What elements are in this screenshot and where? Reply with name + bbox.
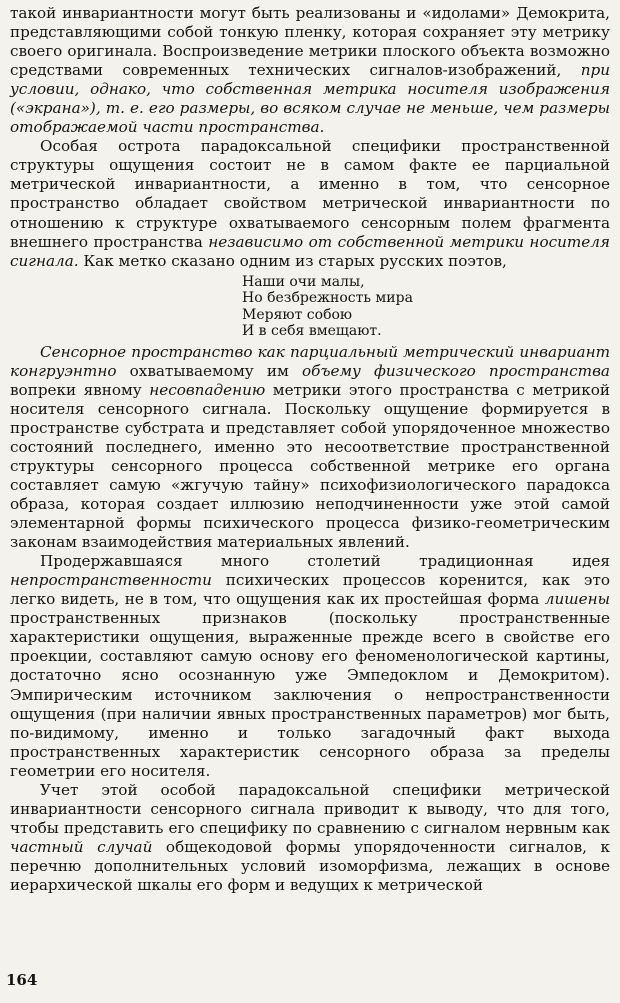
italic-run: при условии, однако, что собственная метрика носителя изображения («экрана»), т. е. его размеры, во всяком случае не меньше, чем размеры отображаемой части пространства. bbox=[10, 61, 610, 137]
text-run: такой инвариантности могут быть реализованы и «идолами» Демокрита, представляющими собой тонкую пленку, которая сохраняет эту метрику своего оригинала. Воспроизведение метрики плоского объекта возможно средствами современных технических сигналов-изображений, bbox=[10, 4, 610, 80]
paragraphs-before-poem bbox=[10, 4, 610, 271]
poem-line: И в себя вмещают. bbox=[242, 323, 382, 340]
page-number: 164 bbox=[6, 971, 38, 989]
paragraph bbox=[10, 781, 610, 895]
paragraphs-after-poem bbox=[10, 343, 610, 895]
italic-run: лишены bbox=[544, 590, 610, 609]
italic-run: объему физического пространства bbox=[301, 361, 610, 380]
paragraph bbox=[10, 552, 610, 781]
text-run: общекодовой формы упорядоченности сигналов, к перечню дополнительных условий изоморфизма, лежащих в основе иерархической шкалы его форм и ведущих к метрической bbox=[10, 837, 610, 894]
poem-quote bbox=[242, 274, 610, 340]
italic-run: Сенсорное пространство как парциальный метрический инвариант конгруэнтно bbox=[10, 342, 610, 380]
italic-run: несовпадению bbox=[149, 380, 266, 399]
paragraph bbox=[10, 343, 610, 553]
text-run: Особая острота парадоксальной специфики пространственной структуры ощущения состоит не в самом факте ее парциальной метрической инвариантности, а именно в том, что сенсорное пространство обладает свойством метрической инвариантности по отношению к структуре охватываемого сенсорным полем фрагмента внешнего пространства bbox=[10, 137, 610, 251]
text-run: Учет этой особой парадоксальной специфики метрической инвариантности сенсорного сигнала приводит к выводу, что для того, чтобы представить его специфику по сравнению с сигналом нервным как bbox=[10, 780, 610, 837]
text-run: пространственных признаков (поскольку пространственные характеристики ощущения, выраженные прежде всего в свойстве его проекции, составляют самую основу его феноменологической картины, достаточно ясно осознанную уже Эмпедоклом и Демокритом). Эмпирическим источником заключения о непространственности ощущения (при наличии явных пространственных параметров) мог быть, по-видимому, именно и только загадочный факт выхода пространственных характеристик сенсорного образа за пределы геометрии его носителя. bbox=[10, 609, 610, 780]
paragraph bbox=[10, 4, 610, 137]
poem-line: Но безбрежность мира bbox=[242, 290, 413, 307]
poem-line: Наши очи малы, bbox=[242, 273, 365, 290]
body-text bbox=[10, 4, 610, 895]
poem-line: Меряют собою bbox=[242, 306, 353, 323]
italic-run: независимо от собственной метрики носителя сигнала. bbox=[10, 232, 610, 270]
italic-run: непространственности bbox=[10, 571, 212, 590]
paragraph bbox=[10, 137, 610, 270]
text-run: Как метко сказано одним из старых русских поэтов, bbox=[78, 251, 507, 270]
text-run: метрики этого пространства с метрикой носителя сенсорного сигнала. Поскольку ощущение формируется в пространстве субстрата и представляет собой упорядоченное множество состояний последнего, именно это несоответствие пространственной структуры сенсорного процесса собственной метрике его органа составляет самую «жгучую тайну» психофизиологического парадокса образа, которая создает иллюзию неподчиненности уже этой самой элементарной формы психического процесса физико-геометрическим законам взаимодействия материальных явлений. bbox=[10, 380, 610, 552]
italic-run: частный случай bbox=[10, 837, 153, 856]
text-run: вопреки явному bbox=[10, 380, 150, 399]
text-run: охватываемому им bbox=[116, 361, 302, 380]
text-run: психических процессов коренится, как это легко видеть, не в том, что ощущения как их простейшая форма bbox=[10, 571, 610, 609]
text-run: Продержавшаяся много столетий традиционная идея bbox=[40, 552, 610, 571]
